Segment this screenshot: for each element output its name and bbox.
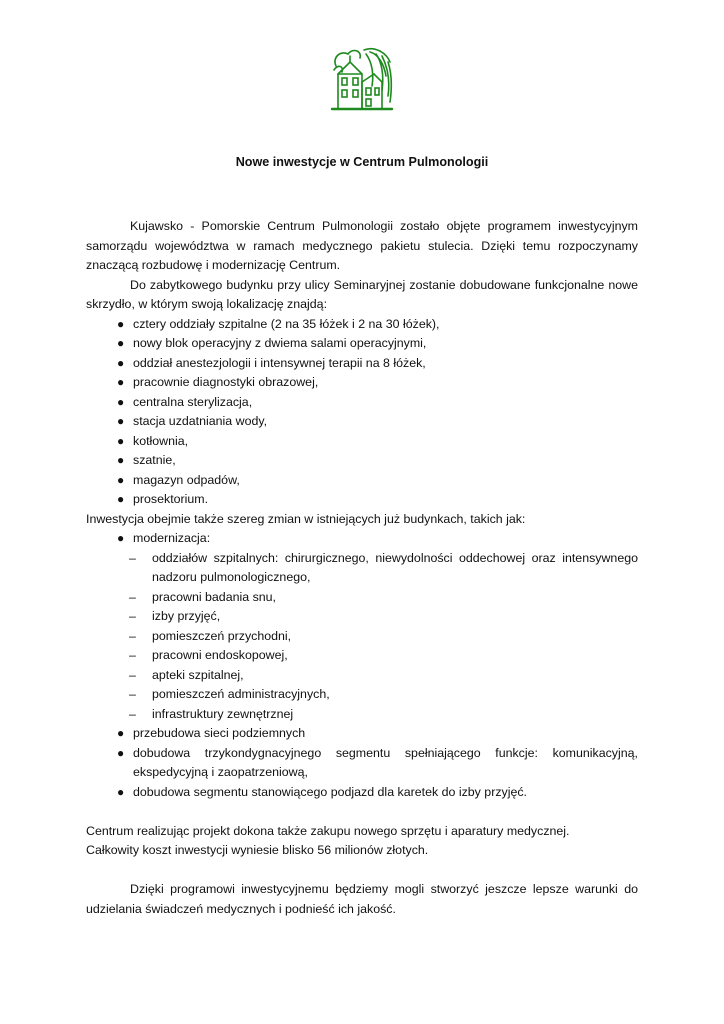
list-item: ● pracownie diagnostyki obrazowej, — [86, 373, 638, 393]
bullet-icon: ● — [117, 375, 125, 389]
dash-icon: – — [129, 628, 136, 643]
bullet-icon: ● — [117, 784, 125, 799]
other-list — [86, 724, 638, 802]
list-item: – pracowni badania snu, — [86, 588, 638, 608]
bullet-icon: ● — [117, 453, 125, 467]
new-wing-intro: Do zabytkowego budynku przy ulicy Seminaryjnej zostanie dobudowane funkcjonalne nowe skrzydło, w którym swoją lokalizację znajdą: — [86, 277, 638, 311]
list-item-modernization: ● modernizacja: — [86, 529, 638, 549]
bullet-icon: ● — [117, 336, 125, 350]
page-title: Nowe inwestycje w Centrum Pulmonologii — [235, 155, 489, 169]
list-item: ● cztery oddziały szpitalne (2 na 35 łóżek i 2 na 30 łóżek), — [86, 315, 638, 335]
list-item: ● dobudowa trzykondygnacyjnego segmentu spełniającego funkcje: komunikacyjną, ekspedycyjną i zaopatrzeniową, — [117, 745, 638, 779]
bullet-icon: ● — [117, 394, 125, 409]
document-body — [86, 217, 638, 919]
list-item: – pracowni endoskopowej, — [86, 646, 638, 666]
list-item: ● centralna sterylizacja, — [86, 393, 638, 413]
new-wing-list — [86, 315, 638, 510]
list-item: ● stacja uzdatniania wody, — [86, 412, 638, 432]
dash-icon: – — [129, 706, 136, 721]
bullet-icon: ● — [117, 492, 125, 506]
list-item: – oddziałów szpitalnych: chirurgicznego, niewydolności oddechowej oraz intensywnego nadzoru pulmonologicznego, — [129, 550, 638, 584]
list-item: – apteki szpitalnej, — [86, 666, 638, 686]
bullet-icon: ● — [117, 531, 125, 545]
cost-paragraph: Całkowity koszt inwestycji wyniesie blisko 56 milionów złotych. — [86, 843, 429, 857]
list-item: – pomieszczeń przychodni, — [86, 627, 638, 647]
dash-icon: – — [129, 550, 136, 565]
dash-icon: – — [129, 609, 136, 623]
equipment-paragraph: Centrum realizując projekt dokona także zakupu nowego sprzętu i aparatury medycznej. — [86, 823, 570, 838]
dash-icon: – — [129, 589, 136, 604]
bullet-icon: ● — [117, 433, 125, 448]
list-item: ● nowy blok operacyjny z dwiema salami operacyjnymi, — [86, 334, 638, 354]
bullet-icon: ● — [117, 726, 125, 740]
intro-paragraph: Kujawsko - Pomorskie Centrum Pulmonologii zostało objęte programem inwestycyjnym samorządu województwa w ramach medycznego pakietu stulecia. Dzięki temu rozpoczynamy znaczącą rozbudowę i modernizację Centrum. — [86, 219, 638, 272]
list-item: ● oddział anestezjologii i intensywnej terapii na 8 łóżek, — [86, 354, 638, 374]
list-item: ● przebudowa sieci podziemnych — [86, 724, 638, 744]
existing-intro: Inwestycja obejmie także szereg zmian w istniejących już budynkach, takich jak: — [86, 511, 526, 526]
dash-icon: – — [129, 648, 136, 662]
modernization-list — [86, 549, 638, 725]
list-item: ● magazyn odpadów, — [86, 471, 638, 491]
building-trees-logo — [330, 46, 394, 112]
list-item: ● kotłownia, — [86, 432, 638, 452]
existing-list — [86, 529, 638, 549]
list-item: ● dobudowa segmentu stanowiącego podjazd dla karetek do izby przyjęć. — [86, 783, 638, 803]
list-item: ● prosektorium. — [86, 490, 638, 510]
bullet-icon: ● — [117, 472, 125, 487]
bullet-icon: ● — [117, 745, 125, 760]
list-item: ● szatnie, — [86, 451, 638, 471]
bullet-icon: ● — [117, 355, 125, 370]
list-item: – infrastruktury zewnętrznej — [86, 705, 638, 725]
list-item: – pomieszczeń administracyjnych, — [86, 685, 638, 705]
bullet-icon: ● — [117, 316, 125, 331]
dash-icon: – — [129, 687, 136, 701]
closing-paragraph: Dzięki programowi inwestycyjnemu będziemy mogli stworzyć jeszcze lepsze warunki do udzielania świadczeń medycznych i podnieść ich jakość. — [86, 882, 638, 916]
dash-icon: – — [129, 667, 136, 682]
list-item: – izby przyjęć, — [86, 607, 638, 627]
bullet-icon: ● — [117, 414, 125, 428]
